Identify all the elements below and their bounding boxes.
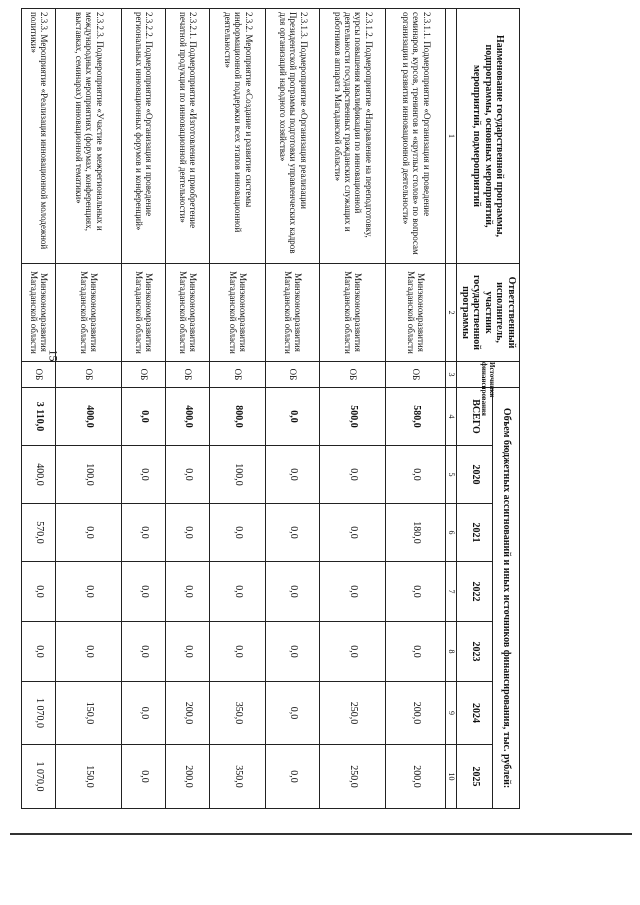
- row-source: ОБ: [386, 362, 446, 388]
- column-number: 7: [446, 562, 457, 622]
- column-number: 9: [446, 682, 457, 745]
- row-value: 0,0: [166, 504, 210, 562]
- row-value: 0,0: [210, 562, 266, 622]
- row-executor: Минэкономразвития Магаданской области: [166, 264, 210, 362]
- row-value: 0,0: [166, 446, 210, 504]
- row-value: 0,0: [166, 562, 210, 622]
- row-total: 400,0: [166, 388, 210, 446]
- row-executor: Минэкономразвития Магаданской области: [266, 264, 320, 362]
- row-value: 150,0: [56, 682, 122, 745]
- row-value: 200,0: [386, 682, 446, 745]
- row-name: 2.3.2.1. Подмероприятие «Изготовление и приобретение печатной продукции по инновационной деятельности»: [166, 9, 210, 264]
- row-value: 200,0: [386, 745, 446, 809]
- row-value: 0,0: [386, 622, 446, 682]
- row-total: 0,0: [122, 388, 166, 446]
- row-name: 2.3.2.2. Подмероприятие «Организация и проведение региональных инновационных форумов и конференций»: [122, 9, 166, 264]
- row-value: 0,0: [386, 446, 446, 504]
- column-number: 10: [446, 745, 457, 809]
- header-year: 2024: [457, 682, 493, 745]
- column-number: 6: [446, 504, 457, 562]
- row-value: 0,0: [22, 562, 56, 622]
- row-source: ОБ: [22, 362, 56, 388]
- row-value: 0,0: [266, 446, 320, 504]
- row-value: 350,0: [210, 745, 266, 809]
- row-source: ОБ: [266, 362, 320, 388]
- column-number: 2: [446, 264, 457, 362]
- row-value: 0,0: [166, 622, 210, 682]
- row-name: 2.3.2.3. Подмероприятие «Участие в межрегиональных и международных мероприятиях (форумах, конференциях, выставках, семинарах) инновационной тематики»: [56, 9, 122, 264]
- row-name: 2.3.1.2. Подмероприятие «Направление на переподготовку, курсы повышения квалификации по инновационной деятельности государственных гражданских служащих и работников аппарата Магаданской области»: [320, 9, 386, 264]
- row-value: 100,0: [56, 446, 122, 504]
- row-source: ОБ: [166, 362, 210, 388]
- row-value: 0,0: [56, 562, 122, 622]
- column-number: 8: [446, 622, 457, 682]
- row-value: 0,0: [266, 504, 320, 562]
- row-name: 2.3.3. Мероприятие «Реализация инновационной молодежной политики»: [22, 9, 56, 264]
- row-value: 1 070,0: [22, 745, 56, 809]
- column-number: 5: [446, 446, 457, 504]
- row-total: 3 110,0: [22, 388, 56, 446]
- row-executor: Минэкономразвития Магаданской области: [56, 264, 122, 362]
- row-value: 0,0: [56, 504, 122, 562]
- row-value: 0,0: [320, 504, 386, 562]
- row-executor: Минэкономразвития Магаданской области: [210, 264, 266, 362]
- header-year: 2021: [457, 504, 493, 562]
- row-value: 200,0: [166, 682, 210, 745]
- row-name: 2.3.2. Мероприятие «Создание и развитие системы информационной поддержки всех этапов инновационной деятельности»: [210, 9, 266, 264]
- row-executor: Минэкономразвития Магаданской области: [22, 264, 56, 362]
- table-row: [320, 9, 386, 809]
- table-row: [122, 9, 166, 809]
- table-row: [56, 9, 122, 809]
- row-source: ОБ: [210, 362, 266, 388]
- row-value: 250,0: [320, 682, 386, 745]
- header-name: Наименование государственной программы, подпрограммы, основных мероприятий, мероприятий, подмероприятий: [457, 9, 520, 264]
- column-number: 4: [446, 388, 457, 446]
- column-number: 1: [446, 9, 457, 264]
- row-value: 0,0: [122, 562, 166, 622]
- row-value: 0,0: [266, 622, 320, 682]
- row-executor: Минэкономразвития Магаданской области: [320, 264, 386, 362]
- page-number: 15: [46, 349, 61, 362]
- row-value: 0,0: [122, 745, 166, 809]
- row-source: ОБ: [122, 362, 166, 388]
- header-funding: Объем бюджетных ассигнований и иных источников финансирования, тыс. рублей:: [493, 388, 520, 809]
- row-value: 0,0: [210, 504, 266, 562]
- row-executor: Минэкономразвития Магаданской области: [122, 264, 166, 362]
- row-value: 250,0: [320, 745, 386, 809]
- row-name: 2.3.1.3. Подмероприятие «Организация реализации Президентской программы подготовки управленческих кадров для организаций народного хозяйства»: [266, 9, 320, 264]
- row-value: 570,0: [22, 504, 56, 562]
- row-value: 0,0: [22, 622, 56, 682]
- row-value: 0,0: [320, 622, 386, 682]
- header-total: ВСЕГО: [457, 388, 493, 446]
- row-value: 180,0: [386, 504, 446, 562]
- row-value: 100,0: [210, 446, 266, 504]
- row-value: 350,0: [210, 682, 266, 745]
- row-source: ОБ: [56, 362, 122, 388]
- row-value: 150,0: [56, 745, 122, 809]
- table-row: [386, 9, 446, 809]
- table-row: [210, 9, 266, 809]
- row-value: 0,0: [386, 562, 446, 622]
- row-total: 500,0: [320, 388, 386, 446]
- rotated-page: [29, 8, 520, 808]
- header-year: 2025: [457, 745, 493, 809]
- header-year: 2020: [457, 446, 493, 504]
- row-value: 1 070,0: [22, 682, 56, 745]
- row-total: 580,0: [386, 388, 446, 446]
- row-value: 0,0: [320, 446, 386, 504]
- column-number: 3: [446, 362, 457, 388]
- row-source: ОБ: [320, 362, 386, 388]
- table-row: [266, 9, 320, 809]
- row-value: 0,0: [210, 622, 266, 682]
- row-executor: Минэкономразвития Магаданской области: [386, 264, 446, 362]
- row-value: 0,0: [56, 622, 122, 682]
- page-bottom-rule: [10, 833, 632, 835]
- header-source: Источники финансирования: [457, 362, 520, 388]
- header-year: 2023: [457, 622, 493, 682]
- table-row: [22, 9, 56, 809]
- row-value: 400,0: [22, 446, 56, 504]
- row-total: 800,0: [210, 388, 266, 446]
- row-value: 0,0: [266, 682, 320, 745]
- row-value: 200,0: [166, 745, 210, 809]
- row-value: 0,0: [122, 446, 166, 504]
- row-value: 0,0: [266, 562, 320, 622]
- row-value: 0,0: [266, 745, 320, 809]
- row-value: 0,0: [122, 622, 166, 682]
- row-total: 0,0: [266, 388, 320, 446]
- row-name: 2.3.1.1. Подмероприятие «Организация и проведение семинаров, курсов, тренингов и «круглых столов» по вопросам организации и развития инновационной деятельности»: [386, 9, 446, 264]
- funding-table: [22, 8, 521, 809]
- table-row: [166, 9, 210, 809]
- row-value: 0,0: [122, 682, 166, 745]
- row-value: 0,0: [320, 562, 386, 622]
- header-year: 2022: [457, 562, 493, 622]
- row-value: 0,0: [122, 504, 166, 562]
- header-executor: Ответственный исполнитель, участник государственной программы: [457, 264, 520, 362]
- row-total: 400,0: [56, 388, 122, 446]
